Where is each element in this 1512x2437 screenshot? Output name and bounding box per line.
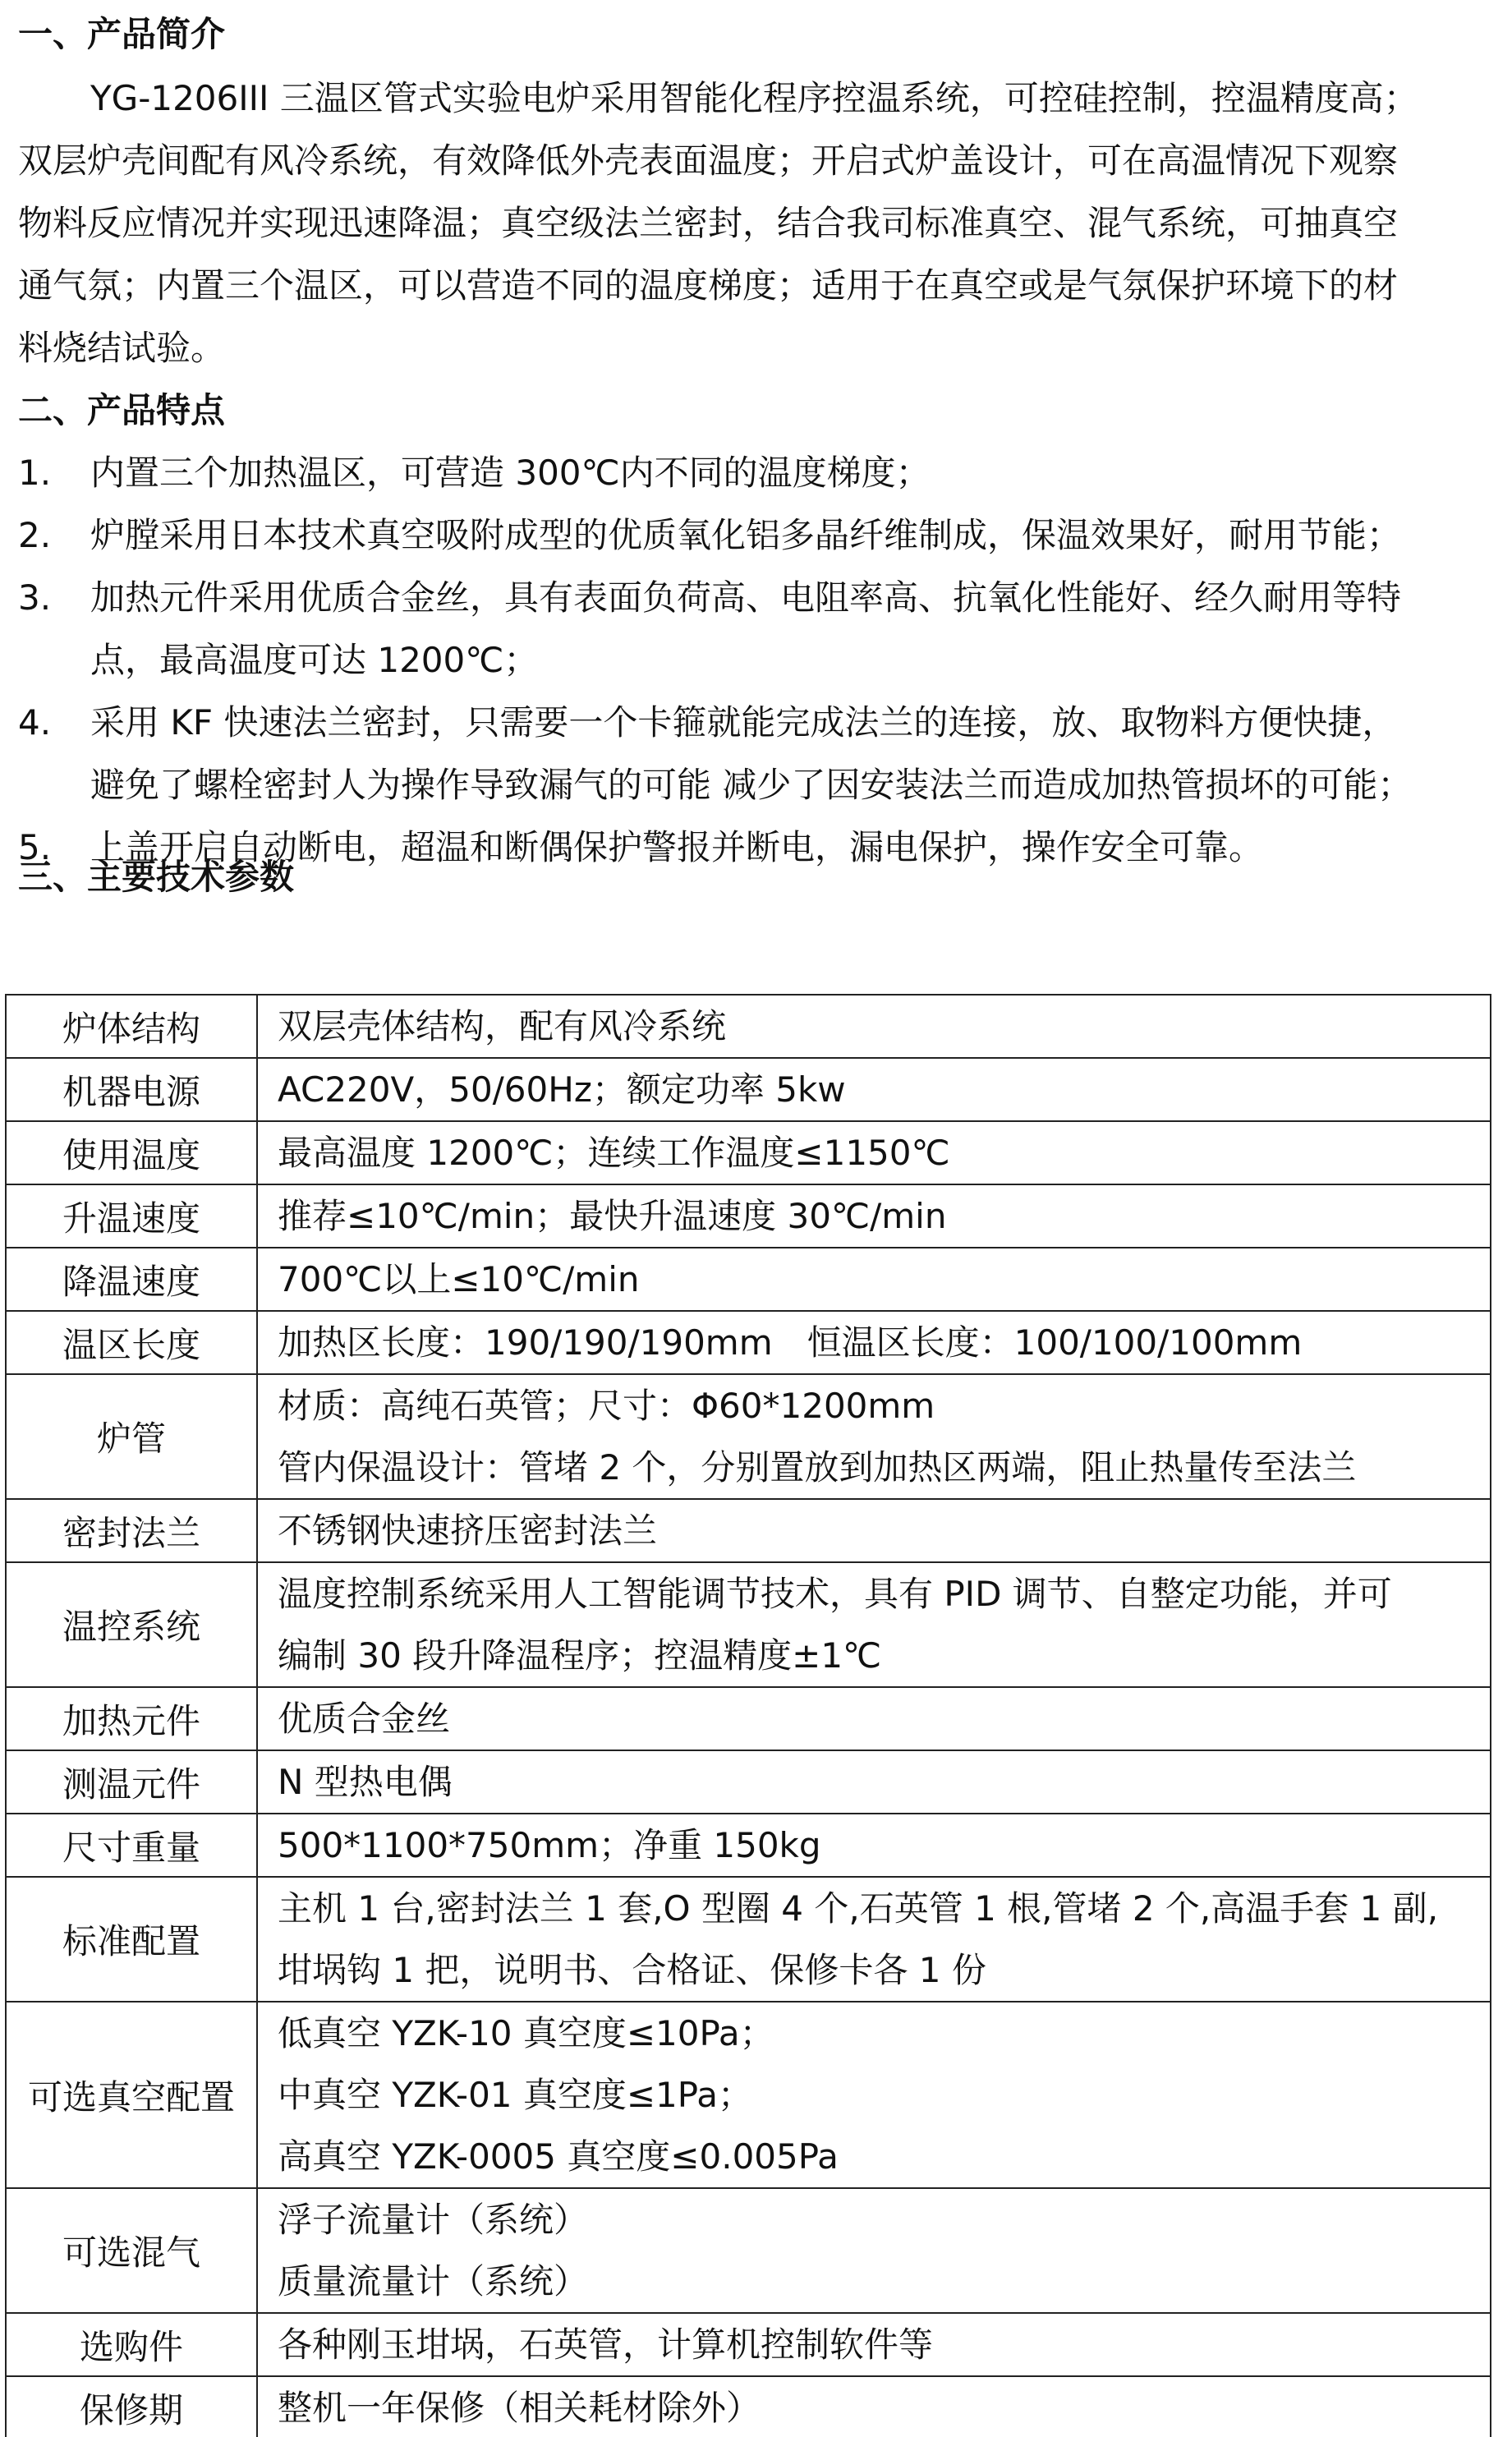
table-row [6, 2376, 1491, 2437]
param-value-line: 温度控制系统采用人工智能调节技术，具有 PID 调节、自整定功能，并可 [278, 1574, 1392, 1614]
table-row [6, 1499, 1491, 1562]
param-value-line: 中真空 YZK-01 真空度≤1Pa； [278, 2075, 752, 2115]
param-name: 升温速度 [6, 1184, 257, 1248]
feature-text: 加热元件采用优质合金丝，具有表面负荷高、电阻率高、抗氧化性能好、经久耐用等特 [90, 577, 1402, 618]
param-name: 温区长度 [6, 1311, 257, 1374]
params-table [5, 994, 1491, 2437]
param-value-line: 整机一年保修（相关耗材除外） [278, 2388, 761, 2428]
param-value-line: 管内保温设计：管堵 2 个，分别置放到加热区两端，阻止热量传至法兰 [278, 1447, 1357, 1487]
param-value [257, 1877, 1491, 2002]
intro-line: YG-1206III 三温区管式实验电炉采用智能化程序控温系统，可控硅控制，控温精度高； [90, 78, 1418, 118]
param-value-line: N 型热电偶 [278, 1762, 453, 1802]
param-value [257, 995, 1491, 1058]
feature-number: 2. [18, 515, 52, 555]
param-value-line: 坩埚钩 1 把，说明书、合格证、保修卡各 1 份 [278, 1950, 986, 1990]
table-row [6, 1311, 1491, 1374]
table-row [6, 1184, 1491, 1248]
table-row [6, 1877, 1491, 2002]
param-value [257, 1750, 1491, 1814]
intro-paragraph [18, 67, 1488, 379]
param-value-line: 不锈钢快速挤压密封法兰 [278, 1510, 658, 1551]
table-row [6, 1121, 1491, 1184]
param-value [257, 1248, 1491, 1311]
feature-number: 1. [18, 453, 52, 493]
table-row [6, 1058, 1491, 1121]
param-value [257, 1374, 1491, 1499]
intro-line: 物料反应情况并实现迅速降温；真空级法兰密封，结合我司标准真空、混气系统，可抽真空 [18, 203, 1399, 243]
param-name: 标准配置 [6, 1877, 257, 2002]
param-name: 可选真空配置 [6, 2002, 257, 2188]
param-value-line: AC220V，50/60Hz；额定功率 5kw [278, 1069, 846, 1110]
feature-item [18, 567, 1496, 692]
table-row [6, 1814, 1491, 1877]
param-value [257, 1311, 1491, 1374]
feature-text: 炉膛采用日本技术真空吸附成型的优质氧化铝多晶纤维制成，保温效果好，耐用节能； [90, 515, 1402, 555]
param-name: 测温元件 [6, 1750, 257, 1814]
param-name: 炉管 [6, 1374, 257, 1499]
param-value-line: 各种刚玉坩埚，石英管，计算机控制软件等 [278, 2324, 934, 2365]
param-value [257, 2002, 1491, 2188]
param-value [257, 1184, 1491, 1248]
param-name: 选购件 [6, 2313, 257, 2376]
intro-line: 通气氛；内置三个温区，可以营造不同的温度梯度；适用于在真空或是气氛保护环境下的材 [18, 265, 1399, 306]
param-value-line: 最高温度 1200℃；连续工作温度≤1150℃ [278, 1133, 950, 1173]
table-row [6, 1562, 1491, 1687]
param-value [257, 1687, 1491, 1750]
param-value [257, 2313, 1491, 2376]
feature-text: 点，最高温度可达 1200℃； [90, 640, 539, 680]
features-heading: 二、产品特点 [18, 390, 226, 430]
param-name: 保修期 [6, 2376, 257, 2437]
param-name: 加热元件 [6, 1687, 257, 1750]
param-name: 使用温度 [6, 1121, 257, 1184]
table-row [6, 995, 1491, 1058]
param-value-line: 高真空 YZK-0005 真空度≤0.005Pa [278, 2136, 839, 2177]
param-value [257, 1562, 1491, 1687]
param-name: 密封法兰 [6, 1499, 257, 1562]
feature-text: 避免了螺栓密封人为操作导致漏气的可能 减少了因安装法兰而造成加热管损坏的可能； [90, 765, 1413, 805]
features-list [18, 442, 1496, 879]
param-value-line: 浮子流量计（系统） [278, 2200, 589, 2240]
param-name: 尺寸重量 [6, 1814, 257, 1877]
feature-item [18, 442, 1496, 504]
feature-text: 上盖开启自动断电，超温和断偶保护警报并断电，漏电保护，操作安全可靠。 [90, 827, 1264, 867]
param-value [257, 1121, 1491, 1184]
table-row [6, 2002, 1491, 2188]
param-value-line: 推荐≤10℃/min；最快升温速度 30℃/min [278, 1196, 947, 1236]
feature-item [18, 692, 1496, 816]
intro-line: 双层炉壳间配有风冷系统，有效降低外壳表面温度；开启式炉盖设计，可在高温情况下观察 [18, 140, 1399, 181]
table-row [6, 2188, 1491, 2313]
intro-line: 料烧结试验。 [18, 328, 226, 368]
table-row [6, 1750, 1491, 1814]
param-value-line: 材质：高纯石英管；尺寸：Φ60*1200mm [278, 1386, 935, 1426]
param-value-line: 优质合金丝 [278, 1699, 451, 1739]
param-value [257, 1499, 1491, 1562]
param-value-line: 编制 30 段升降温程序；控温精度±1℃ [278, 1635, 882, 1676]
feature-number: 5. [18, 827, 52, 867]
param-value [257, 2376, 1491, 2437]
param-value-line: 低真空 YZK-10 真空度≤10Pa； [278, 2013, 774, 2053]
param-name: 降温速度 [6, 1248, 257, 1311]
param-value-line: 质量流量计（系统） [278, 2261, 589, 2301]
param-name: 炉体结构 [6, 995, 257, 1058]
table-row [6, 1687, 1491, 1750]
feature-number: 3. [18, 577, 52, 618]
table-row [6, 2313, 1491, 2376]
param-value-line: 主机 1 台,密封法兰 1 套,O 型圈 4 个,石英管 1 根,管堵 2 个,高温手套 1 副, [278, 1888, 1439, 1929]
param-name: 机器电源 [6, 1058, 257, 1121]
param-name: 温控系统 [6, 1562, 257, 1687]
param-value [257, 1814, 1491, 1877]
param-value-line: 双层壳体结构，配有风冷系统 [278, 1006, 727, 1046]
param-value-line: 700℃以上≤10℃/min [278, 1259, 640, 1299]
feature-text: 内置三个加热温区，可营造 300℃内不同的温度梯度； [90, 453, 931, 493]
table-row [6, 1248, 1491, 1311]
table-row [6, 1374, 1491, 1499]
param-name: 可选混气 [6, 2188, 257, 2313]
params-heading: 三、主要技术参数 [18, 857, 295, 897]
feature-text: 采用 KF 快速法兰密封，只需要一个卡箍就能完成法兰的连接，放、取物料方便快捷， [90, 702, 1397, 743]
param-value-line: 加热区长度：190/190/190mm 恒温区长度：100/100/100mm [278, 1322, 1303, 1363]
param-value [257, 1058, 1491, 1121]
intro-heading: 一、产品简介 [18, 14, 226, 54]
param-value [257, 2188, 1491, 2313]
param-value-line: 500*1100*750mm；净重 150kg [278, 1825, 821, 1865]
feature-item [18, 504, 1496, 567]
feature-number: 4. [18, 702, 52, 743]
